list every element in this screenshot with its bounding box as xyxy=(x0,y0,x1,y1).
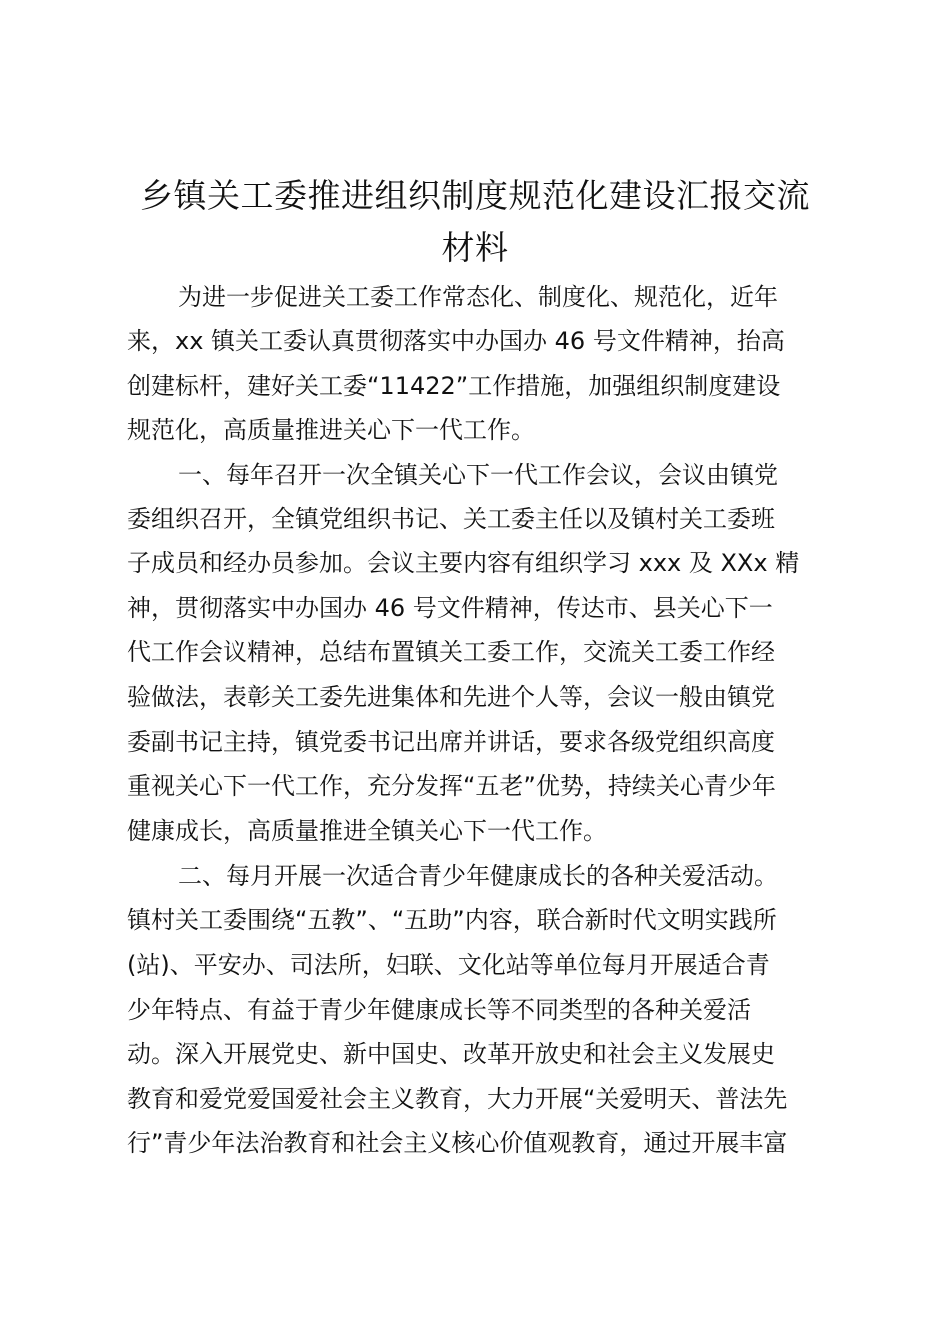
body-line: 动。深入开展党史、新中国史、改革开放史和社会主义发展史 xyxy=(127,1040,775,1068)
body-line: 委组织召开，全镇党组织书记、关工委主任以及镇村关工委班 xyxy=(127,505,775,533)
body-line: 子成员和经办员参加。会议主要内容有组织学习 xxx 及 XXx 精 xyxy=(127,549,800,577)
body-line: 创建标杆，建好关工委“11422”工作措施，加强组织制度建设 xyxy=(127,372,781,400)
body-line: 健康成长，高质量推进全镇关心下一代工作。 xyxy=(127,817,607,845)
body-line: 一、每年召开一次全镇关心下一代工作会议，会议由镇党 xyxy=(178,461,778,489)
body-line: 少年特点、有益于青少年健康成长等不同类型的各种关爱活 xyxy=(127,996,751,1024)
body-line: 代工作会议精神，总结布置镇关工委工作，交流关工委工作经 xyxy=(127,638,775,666)
body-line: 教育和爱党爱国爱社会主义教育，大力开展“关爱明天、普法先 xyxy=(127,1085,788,1113)
body-line: 二、每月开展一次适合青少年健康成长的各种关爱活动。 xyxy=(178,862,778,890)
body-line: 镇村关工委围绕“五教”、“五助”内容，联合新时代文明实践所 xyxy=(127,906,777,934)
body-line: 委副书记主持，镇党委书记出席并讲话，要求各级党组织高度 xyxy=(127,728,775,756)
body-line: 规范化，高质量推进关心下一代工作。 xyxy=(127,416,535,444)
document-title-line-1: 乡镇关工委推进组织制度规范化建设汇报交流 xyxy=(140,176,810,215)
body-line: 重视关心下一代工作，充分发挥“五老”优势，持续关心青少年 xyxy=(127,772,776,800)
body-line: 验做法，表彰关工委先进集体和先进个人等，会议一般由镇党 xyxy=(127,683,775,711)
body-line: 为进一步促进关工委工作常态化、制度化、规范化，近年 xyxy=(178,283,778,311)
body-line: 行”青少年法治教育和社会主义核心价值观教育，通过开展丰富 xyxy=(127,1129,788,1157)
body-line: (站)、平安办、司法所，妇联、文化站等单位每月开展适合青 xyxy=(127,951,770,979)
body-line: 神，贯彻落实中办国办 46 号文件精神，传达市、县关心下一 xyxy=(127,594,773,622)
body-line: 来，xx 镇关工委认真贯彻落实中办国办 46 号文件精神，抬高 xyxy=(127,327,785,355)
document-title-line-2: 材料 xyxy=(441,228,509,267)
